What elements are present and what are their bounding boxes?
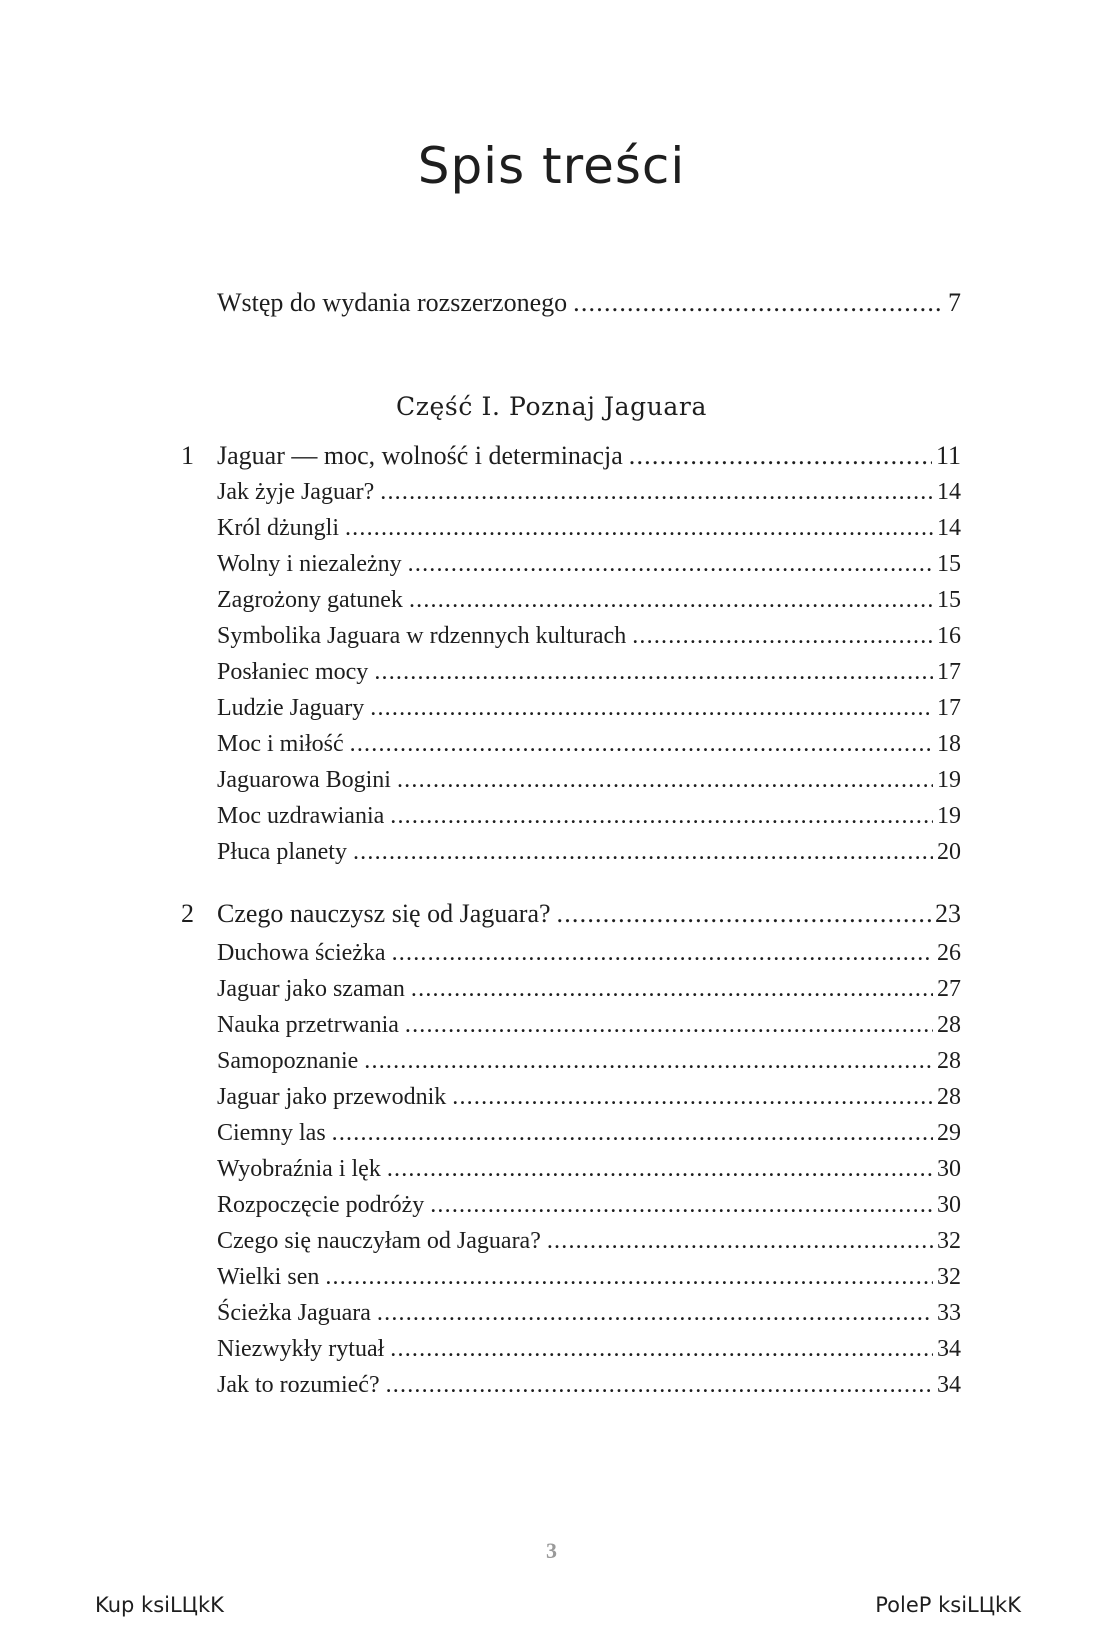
toc-leader-dots	[408, 551, 933, 578]
toc-entry-page: 18	[937, 731, 961, 757]
toc-entry-title: Moc uzdrawiania	[217, 803, 385, 829]
toc-entry-page: 33	[937, 1300, 961, 1326]
toc-chapter-2[interactable]	[181, 899, 961, 933]
toc-entry-page: 28	[937, 1084, 961, 1110]
toc-entry-title: Wstęp do wydania rozszerzonego	[217, 288, 568, 317]
toc-entry-title: Symbolika Jaguara w rdzennych kulturach	[217, 623, 627, 649]
toc-entry-page: 30	[937, 1156, 961, 1182]
toc-chapter-1[interactable]	[181, 441, 961, 475]
part-heading: Część I. Poznaj Jaguara	[396, 392, 707, 421]
toc-entry[interactable]	[217, 1192, 961, 1226]
toc-entry-title: Czego nauczysz się od Jaguara?	[217, 899, 551, 928]
toc-entry-page: 34	[937, 1336, 961, 1362]
toc-entry-title: Zagrożony gatunek	[217, 587, 403, 613]
toc-entry-page: 11	[935, 441, 961, 470]
toc-entry[interactable]	[217, 1156, 961, 1190]
toc-entry[interactable]	[217, 839, 961, 873]
toc-leader-dots	[573, 288, 944, 318]
footer-buy-book-link[interactable]: Kup ksiLЦkK	[95, 1593, 224, 1617]
toc-leader-dots	[345, 515, 933, 542]
chapter-number: 1	[181, 441, 194, 470]
toc-entry-title: Płuca planety	[217, 839, 347, 865]
toc-leader-dots	[380, 479, 933, 506]
toc-entry-page: 15	[937, 587, 961, 613]
toc-leader-dots	[557, 899, 931, 929]
toc-entry[interactable]	[217, 479, 961, 513]
toc-entry-title: Jaguar jako przewodnik	[217, 1084, 447, 1110]
toc-entry[interactable]	[217, 803, 961, 837]
toc-entry-title: Jaguarowa Bogini	[217, 767, 391, 793]
toc-entry-title: Jaguar — moc, wolność i determinacja	[217, 441, 623, 470]
toc-leader-dots	[632, 623, 933, 650]
toc-leader-dots	[390, 803, 933, 830]
toc-leader-dots	[452, 1084, 933, 1111]
toc-entry-intro[interactable]	[217, 288, 961, 322]
toc-entry-page: 14	[937, 479, 961, 505]
toc-entry-title: Samopoznanie	[217, 1048, 359, 1074]
toc-leader-dots	[353, 839, 933, 866]
toc-entry-page: 26	[937, 940, 961, 966]
toc-entry-page: 34	[937, 1372, 961, 1398]
toc-leader-dots	[411, 976, 933, 1003]
toc-entry[interactable]	[217, 551, 961, 585]
toc-entry[interactable]	[217, 1264, 961, 1298]
toc-entry-page: 27	[937, 976, 961, 1002]
toc-entry[interactable]	[217, 695, 961, 729]
toc-entry[interactable]	[217, 1048, 961, 1082]
toc-entry-title: Moc i miłość	[217, 731, 344, 757]
toc-entry[interactable]	[217, 1228, 961, 1262]
toc-entry-title: Ludzie Jaguary	[217, 695, 365, 721]
toc-entry[interactable]	[217, 731, 961, 765]
footer-recommend-book-link[interactable]: PoleP ksiLЦkK	[875, 1593, 1021, 1617]
toc-leader-dots	[332, 1120, 933, 1147]
toc-entry[interactable]	[217, 1084, 961, 1118]
toc-entry-title: Jaguar jako szaman	[217, 976, 405, 1002]
toc-entry[interactable]	[217, 940, 961, 974]
toc-leader-dots	[390, 1336, 933, 1363]
chapter-number: 2	[181, 899, 194, 928]
toc-leader-dots	[374, 659, 933, 686]
toc-entry[interactable]	[217, 659, 961, 693]
toc-leader-dots	[325, 1264, 933, 1291]
toc-entry[interactable]	[217, 1300, 961, 1334]
toc-leader-dots	[397, 767, 933, 794]
toc-leader-dots	[377, 1300, 933, 1327]
toc-entry-title: Wielki sen	[217, 1264, 320, 1290]
toc-entry-page: 15	[937, 551, 961, 577]
toc-leader-dots	[547, 1228, 933, 1255]
toc-leader-dots	[350, 731, 933, 758]
toc-entry-page: 29	[937, 1120, 961, 1146]
toc-leader-dots	[387, 1156, 933, 1183]
toc-entry[interactable]	[217, 1012, 961, 1046]
toc-entry-page: 14	[937, 515, 961, 541]
toc-entry[interactable]	[217, 1372, 961, 1406]
toc-entry-page: 16	[937, 623, 961, 649]
toc-leader-dots	[364, 1048, 933, 1075]
toc-entry-page: 30	[937, 1192, 961, 1218]
toc-entry-page: 20	[937, 839, 961, 865]
toc-leader-dots	[629, 441, 932, 471]
toc-leader-dots	[386, 1372, 933, 1399]
toc-leader-dots	[392, 940, 933, 967]
toc-entry-title: Nauka przetrwania	[217, 1012, 399, 1038]
toc-entry-title: Rozpoczęcie podróży	[217, 1192, 425, 1218]
toc-leader-dots	[430, 1192, 933, 1219]
toc-entry-page: 23	[935, 899, 961, 928]
toc-entry-page: 17	[937, 695, 961, 721]
toc-entry-page: 32	[937, 1228, 961, 1254]
page-title: Spis treści	[417, 137, 686, 195]
toc-entry-title: Wyobraźnia i lęk	[217, 1156, 381, 1182]
page-number: 3	[546, 1538, 557, 1563]
toc-entry[interactable]	[217, 767, 961, 801]
toc-entry-title: Niezwykły rytuał	[217, 1336, 385, 1362]
toc-entry[interactable]	[217, 1336, 961, 1370]
toc-leader-dots	[370, 695, 933, 722]
toc-entry[interactable]	[217, 587, 961, 621]
toc-entry-page: 28	[937, 1048, 961, 1074]
toc-entry-title: Duchowa ścieżka	[217, 940, 386, 966]
toc-entry-title: Król dżungli	[217, 515, 339, 541]
toc-entry-title: Jak żyje Jaguar?	[217, 479, 375, 505]
toc-leader-dots	[409, 587, 933, 614]
toc-entry-page: 19	[937, 803, 961, 829]
toc-entry-page: 32	[937, 1264, 961, 1290]
toc-entry-title: Posłaniec mocy	[217, 659, 369, 685]
toc-entry-title: Jak to rozumieć?	[217, 1372, 380, 1398]
toc-entry-title: Ścieżka Jaguara	[217, 1300, 371, 1326]
toc-entry-page: 19	[937, 767, 961, 793]
toc-entry[interactable]	[217, 623, 961, 657]
toc-entry[interactable]	[217, 1120, 961, 1154]
toc-entry-page: 28	[937, 1012, 961, 1038]
toc-entry-title: Ciemny las	[217, 1120, 326, 1146]
toc-entry[interactable]	[217, 515, 961, 549]
toc-leader-dots	[405, 1012, 933, 1039]
toc-entry-page: 7	[948, 288, 961, 317]
toc-entry[interactable]	[217, 976, 961, 1010]
toc-entry-title: Czego się nauczyłam od Jaguara?	[217, 1228, 541, 1254]
toc-entry-title: Wolny i niezależny	[217, 551, 402, 577]
toc-entry-page: 17	[937, 659, 961, 685]
